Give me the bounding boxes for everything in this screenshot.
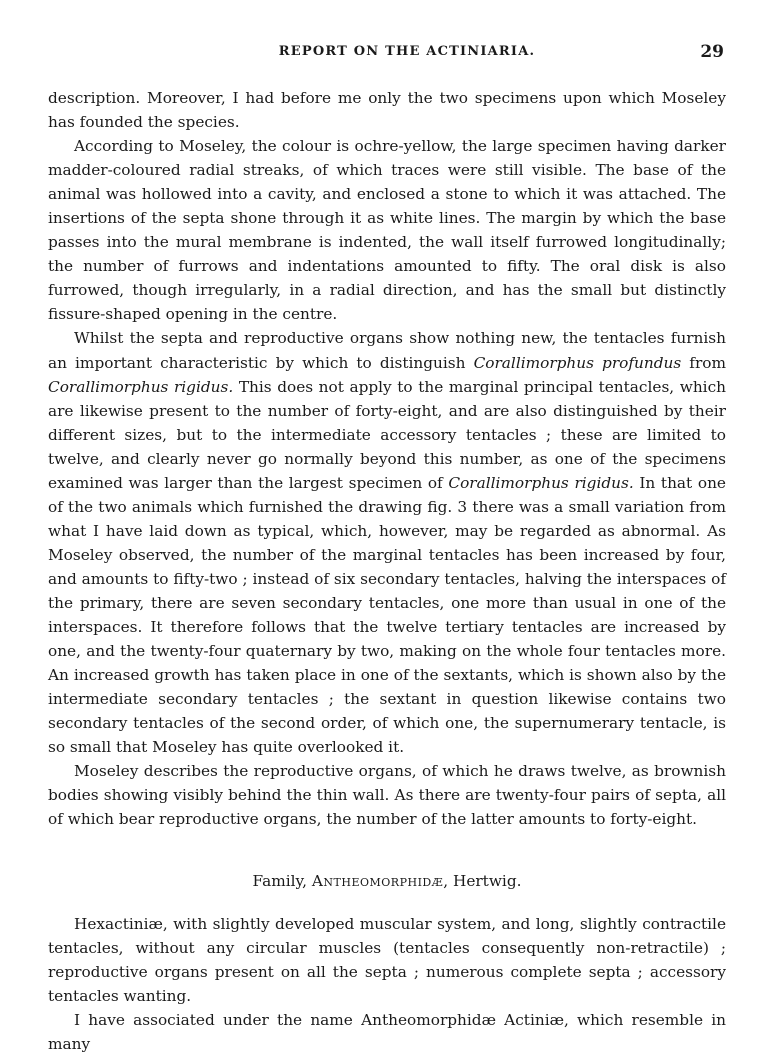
paragraph-1: description. Moreover, I had before me only the two specimens upon which Moseley has founded the species.: [48, 89, 726, 132]
paragraph-2: According to Moseley, the colour is ochre-yellow, the large specimen having darker madder-coloured radial streaks, of which traces were still visible. The base of the animal was hollowed into a cavity, and enclosed a stone to which it was attached. The insertions of the septa shone through it as white lines. The margin by which the base passes into the mural membrane is indented, the wall itself furrowed longitudinally; the number of furrows and indentations amounted to fifty. The oral disk is also furrowed, though irregularly, in a radial direction, and has the small but distinctly fissure-shaped opening in the centre.: [48, 137, 726, 324]
paragraph-3: [48, 326, 726, 759]
page-number: 29: [700, 42, 724, 62]
paragraph-3-text-b: from: [681, 353, 726, 372]
family-suffix: , Hertwig.: [443, 872, 522, 891]
paragraph-3-text-a: Whilst the septa and reproductive organs show nothing new, the tentacles furnish an important characteristic by which to distinguish: [48, 329, 726, 372]
species-name: Corallimorphus rigidus.: [448, 473, 634, 492]
family-name: Antheomorphidæ: [311, 872, 444, 891]
paragraph-3-text-d: In that one of the two animals which furnished the drawing fig. 3 there was a small variation from what I have laid down as typical, which, however, may be regarded as abnormal. As Moseley observed, the number of the marginal tentacles has been increased by four, and amounts to fifty-two ; instead of six secondary tentacles, halving the interspaces of the primary, there are seven secondary tentacles, one more than usual in one of the interspaces. It therefore follows that the twelve tertiary tentacles are increased by one, and the twenty-four quaternary by two, making on the whole four tentacles more. An increased growth has taken place in one of the sextants, which is shown also by the intermediate secondary tentacles ; the sextant in question likewise contains two secondary tentacles of the second order, of which one, the supernumerary tentacle, is so small that Moseley has quite overlooked it.: [48, 473, 726, 757]
paragraph-6: I have associated under the name Antheomorphidæ Actiniæ, which resemble in many: [48, 1010, 726, 1053]
paragraph-4: Moseley describes the reproductive organs, of which he draws twelve, as brownish bodies showing visibly behind the thin wall. As there are twenty-four pairs of septa, all of which bear reproductive organs, the number of the latter amounts to forty-eight.: [48, 762, 726, 829]
paragraph-3-text-c: This does not apply to the marginal principal tentacles, which are likewise present to the number of forty-eight, and are also distinguished by their different sizes, but to the intermediate accessory tentacles ; these are limited to twelve, and clearly never go normally beyond this number, as one of the specimens examined was larger than the largest specimen of: [48, 377, 726, 492]
species-name: Corallimorphus profundus: [473, 353, 682, 372]
paragraph-5: Hexactiniæ, with slightly developed muscular system, and long, slightly contractile tentacles, without any circular muscles (tentacles consequently non-retractile) ; reproductive organs present on all the septa ; numerous complete septa ; accessory tentacles wanting.: [48, 914, 726, 1005]
family-prefix: Family,: [252, 872, 312, 891]
running-head: [48, 44, 726, 72]
running-title: REPORT ON THE ACTINIARIA.: [278, 44, 536, 59]
body-text: [48, 86, 726, 1056]
page: [48, 44, 726, 1056]
species-name: Corallimorphus rigidus.: [48, 377, 234, 396]
family-heading: [48, 869, 726, 893]
